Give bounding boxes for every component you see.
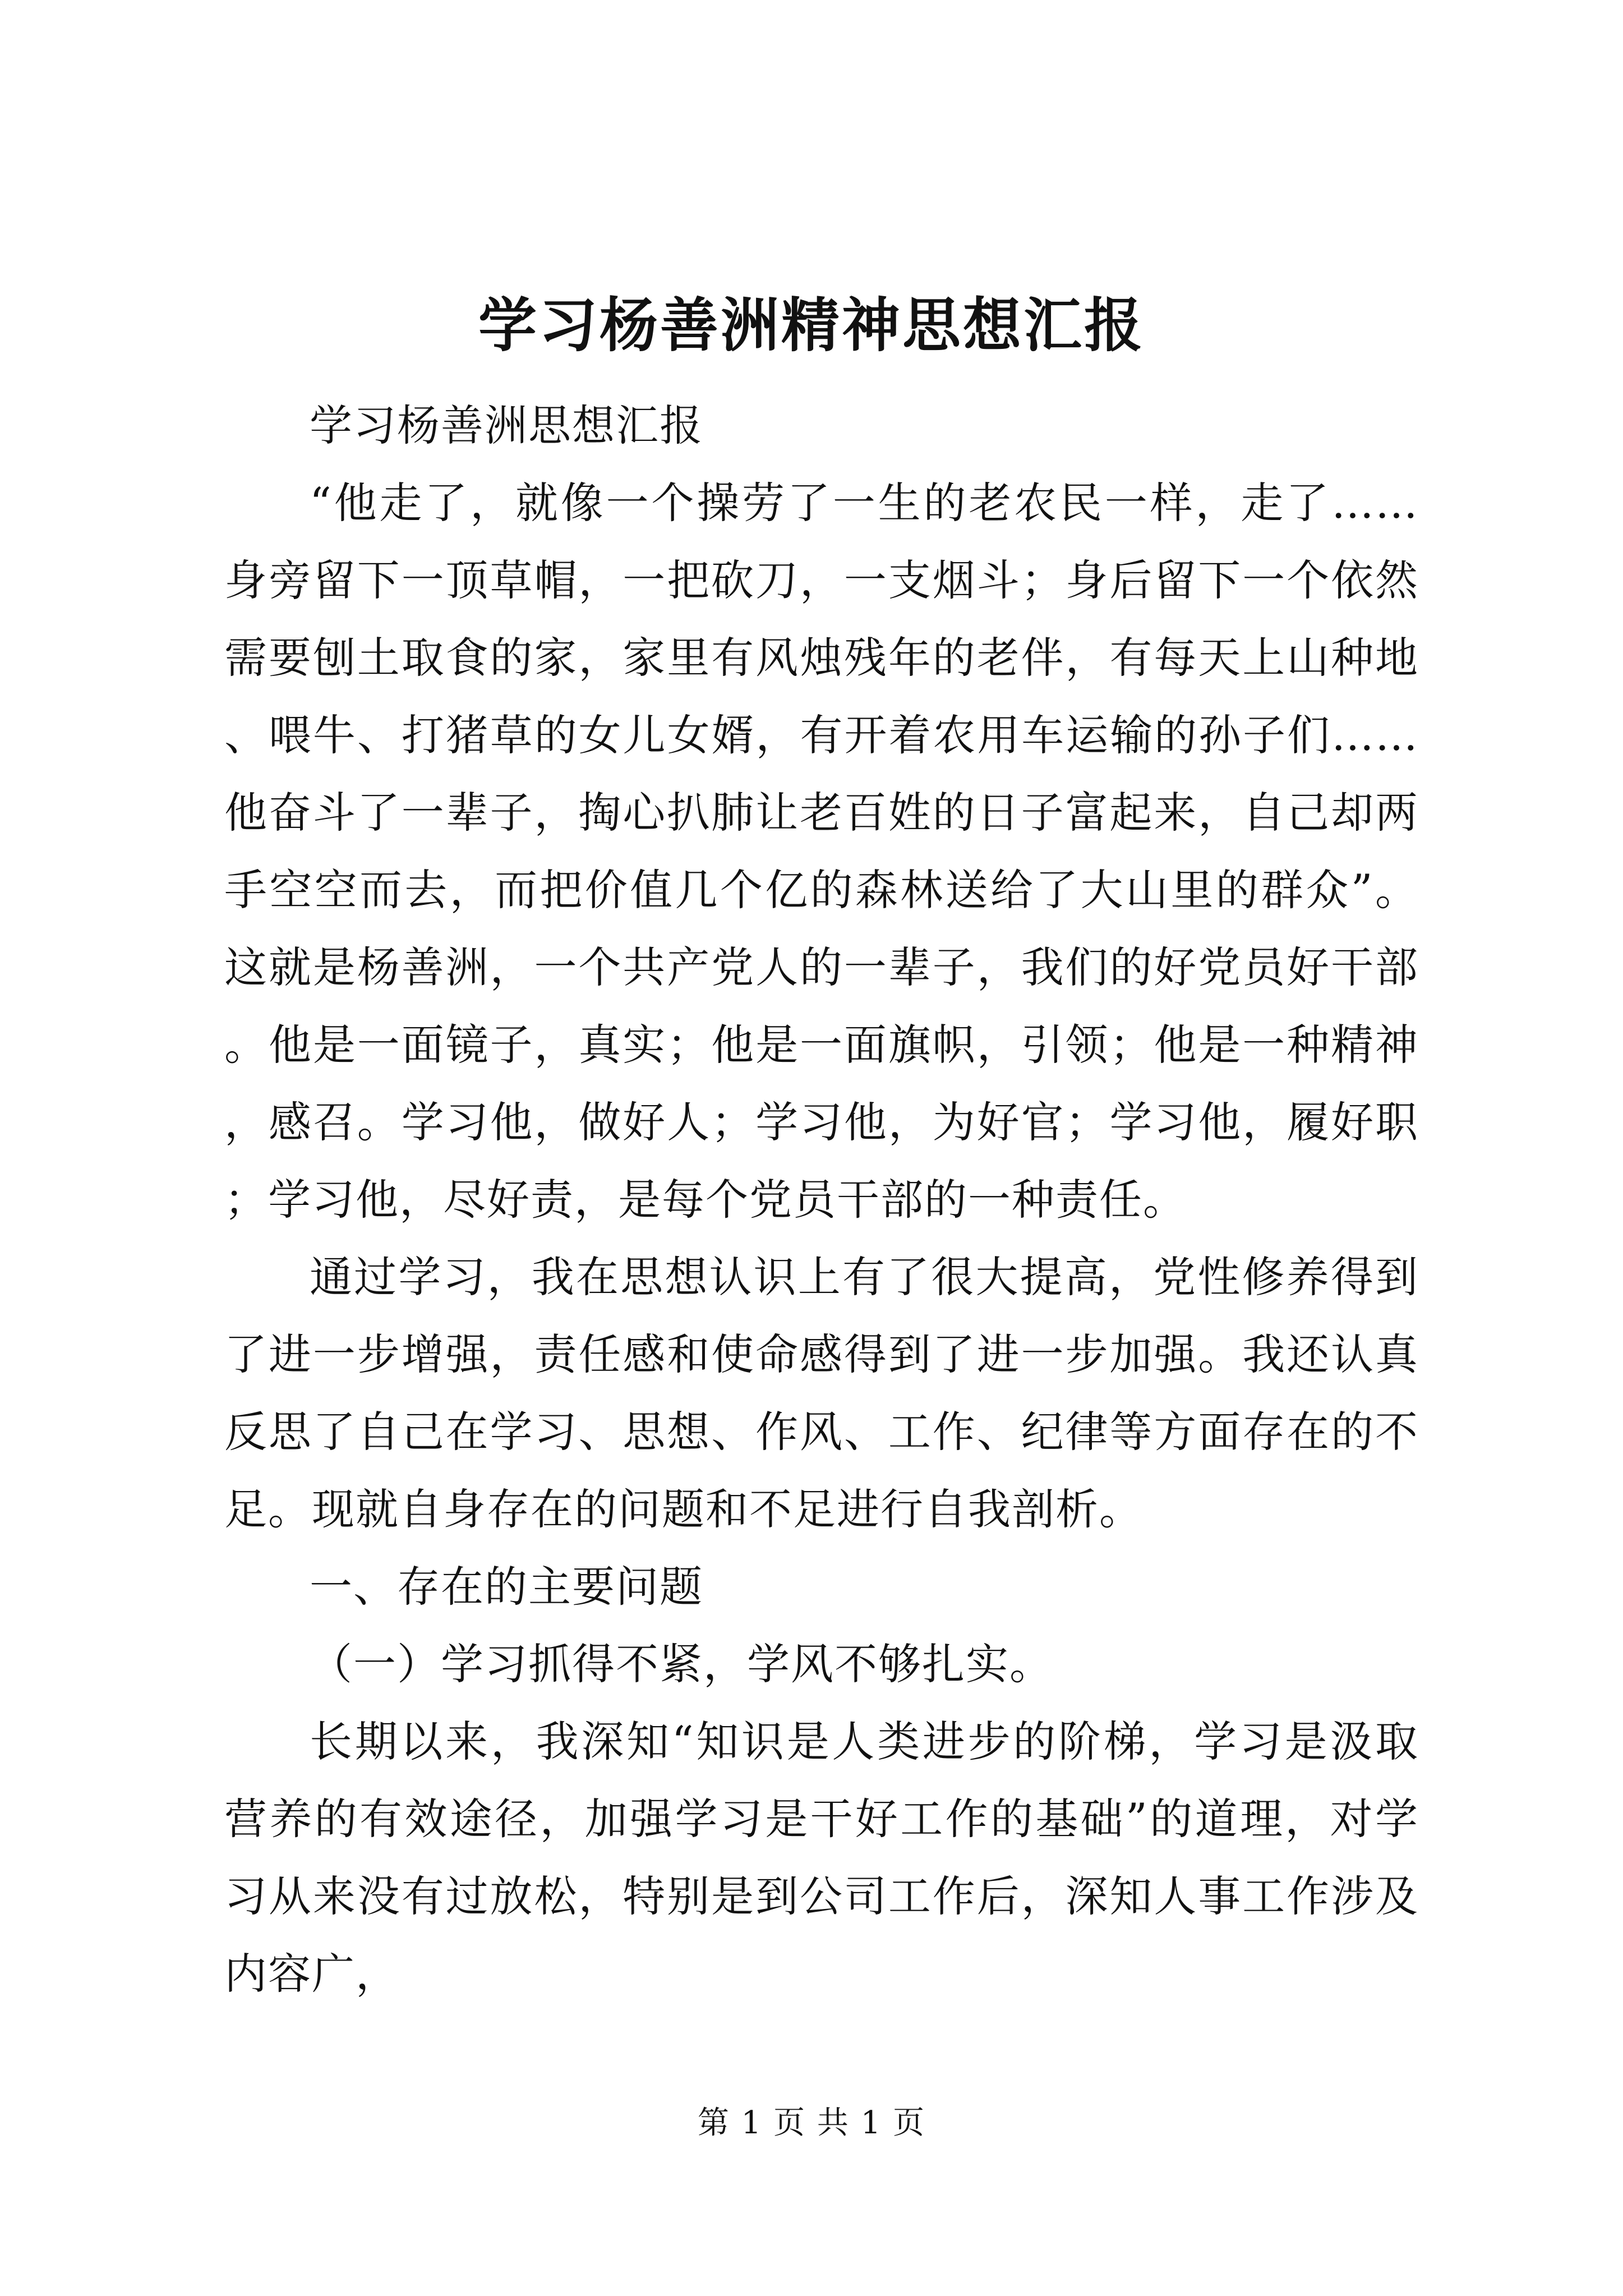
document-title: 学习杨善洲精神思想汇报 — [478, 291, 1145, 360]
paragraph: 长期以来，我深知“知识是人类进步的阶梯，学习是汲取营养的有效途径，加强学习是干好工作的基础”的道理，对学习从来没有过放松，特别是到公司工作后，深知人事工作涉及内容广， — [224, 1717, 1419, 1999]
section-heading: 一、存在的主要问题 — [310, 1562, 703, 1612]
page-number-footer: 第 1 页 共 1 页 — [697, 2105, 926, 2141]
subsection-heading: （一）学习抓得不紧，学风不够扎实。 — [310, 1639, 1053, 1689]
document-body — [224, 387, 1419, 2013]
paragraph: 通过学习，我在思想认识上有了很大提高，党性修养得到了进一步增强，责任感和使命感得到了进一步加强。我还认真反思了自己在学习、思想、作风、工作、纪律等方面存在的不足。现就自身存在的问题和不足进行自我剖析。 — [224, 1252, 1419, 1534]
document-subtitle: 学习杨善洲思想汇报 — [310, 401, 703, 450]
paragraph: “他走了，就像一个操劳了一生的老农民一样，走了……身旁留下一顶草帽，一把砍刀，一支烟斗；身后留下一个依然需要刨土取食的家，家里有风烛残年的老伴，有每天上山种地、喂牛、打猪草的女儿女婿，有开着农用车运输的孙子们……他奋斗了一辈子，掏心扒肺让老百姓的日子富起来，自己却两手空空而去，而把价值几个亿的森林送给了大山里的群众”。这就是杨善洲，一个共产党人的一辈子，我们的好党员好干部。他是一面镜子，真实；他是一面旗帜，引领；他是一种精神，感召。学习他，做好人；学习他，为好官；学习他，履好职；学习他，尽好责，是每个党员干部的一种责任。 — [224, 478, 1419, 1225]
